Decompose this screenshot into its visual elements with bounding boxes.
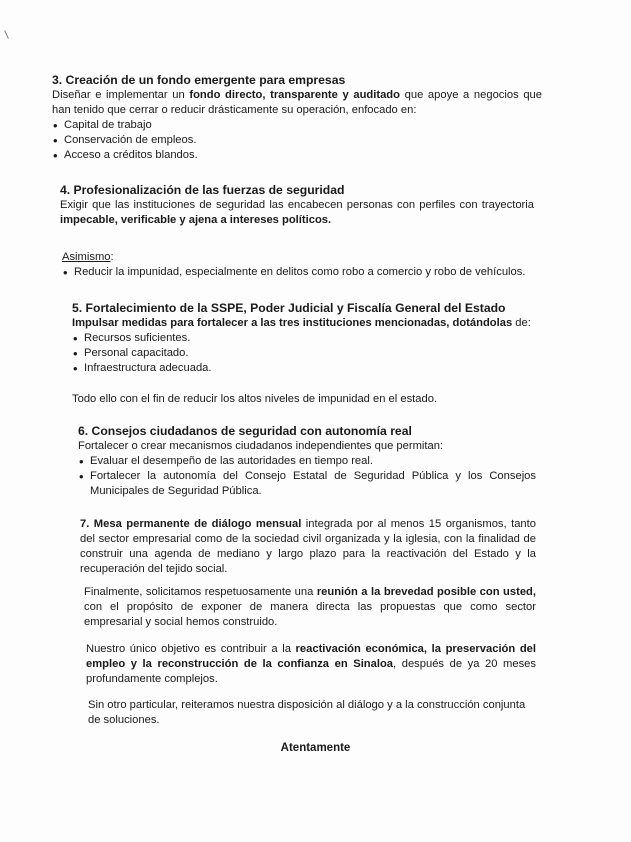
asimismo-label: Asimismo: — [62, 251, 114, 263]
section-5-list — [72, 331, 542, 376]
section-5-title: 5. Fortalecimiento de la SSPE, Poder Judicial y Fiscalía General del Estado — [72, 301, 506, 315]
list-item: • Conservación de empleos. — [52, 133, 542, 148]
list-item: • Infraestructura adecuada. — [72, 361, 542, 376]
section-7-text: 7. Mesa permanente de diálogo mensual integrada por al menos 15 organismos, tanto del sector empresarial como de la sociedad civil organizada y la iglesia, con la finalidad de construir una agenda de mediano y largo plazo para la reactivación del Estado y la recuperación del tejido social. — [80, 518, 536, 575]
list-item: • Personal capacitado. — [72, 346, 542, 361]
signoff: Atentamente — [280, 742, 351, 754]
list-item: • Capital de trabajo — [52, 118, 542, 133]
section-7 — [80, 517, 536, 577]
section-6 — [78, 423, 536, 499]
section-5-subtitle: Impulsar medidas para fortalecer a las tres instituciones mencionadas, dotándolas de: — [72, 317, 531, 329]
scan-mark — [4, 30, 9, 39]
section-6-list — [78, 454, 536, 499]
list-item: • Fortalecer la autonomía del Consejo Estatal de Seguridad Pública y los Consejos Municipales de Seguridad Pública. — [78, 469, 536, 499]
section-3 — [52, 72, 542, 163]
asimismo-list — [62, 265, 534, 280]
section-4 — [60, 182, 534, 228]
section-4-text: Exigir que las instituciones de seguridad las encabecen personas con perfiles con trayectoria impecable, verificable y ajena a intereses políticos. — [60, 199, 534, 226]
section-6-text: Fortalecer o crear mecanismos ciudadanos independientes que permitan: — [78, 440, 444, 452]
list-item: • Evaluar el desempeño de las autoridades en tiempo real. — [78, 454, 536, 469]
section-3-title: 3. Creación de un fondo emergente para empresas — [52, 73, 346, 87]
list-item: • Acceso a créditos blandos. — [52, 148, 542, 163]
objective-paragraph: Nuestro único objetivo es contribuir a la reactivación económica, la preservación del empleo y la reconstrucción de la confianza en Sinaloa, después de ya 20 meses profundamente complejos. — [86, 643, 536, 685]
section-5-footer: Todo ello con el fin de reducir los altos niveles de impunidad en el estado. — [72, 393, 438, 405]
section-5 — [72, 300, 542, 407]
section-7-title: 7. Mesa permanente de diálogo mensual — [80, 518, 302, 530]
list-item: • Recursos suficientes. — [72, 331, 542, 346]
asimismo-block — [62, 250, 534, 280]
section-4-title: 4. Profesionalización de las fuerzas de seguridad — [60, 183, 345, 197]
section-3-list — [52, 118, 542, 163]
section-6-title: 6. Consejos ciudadanos de seguridad con autonomía real — [78, 424, 412, 438]
request-paragraph: Finalmente, solicitamos respetuosamente una reunión a la brevedad posible con usted, con el propósito de exponer de manera directa las propuestas que como sector empresarial y social hemos construido. — [84, 586, 536, 628]
section-3-text: Diseñar e implementar un fondo directo, transparente y auditado que apoye a negocios que han tenido que cerrar o reducir drásticamente su operación, enfocado en: — [52, 89, 543, 116]
closing-paragraph: Sin otro particular, reiteramos nuestra disposición al diálogo y a la construcción conjunta de soluciones. — [88, 699, 526, 726]
list-item: • Reducir la impunidad, especialmente en delitos como robo a comercio y robo de vehículos. — [62, 265, 534, 280]
